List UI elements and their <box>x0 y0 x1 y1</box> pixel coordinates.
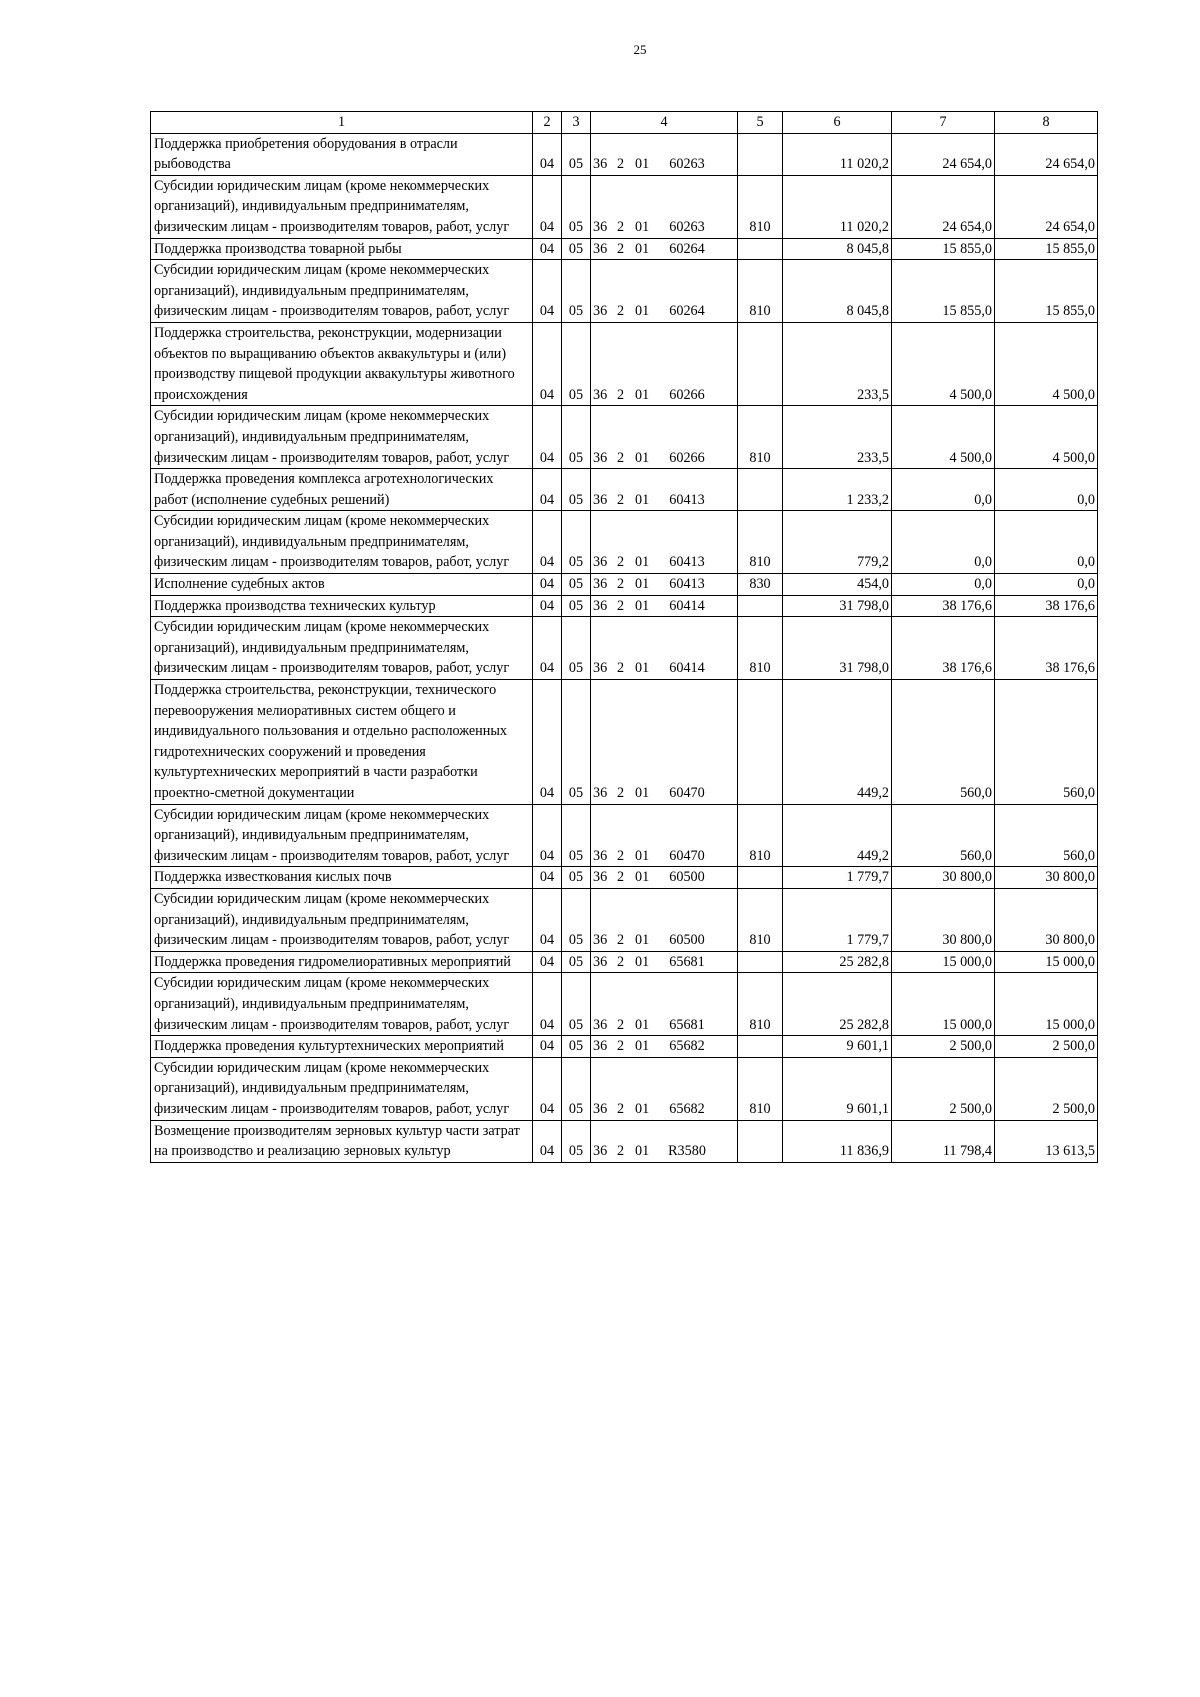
row-subsection: 05 <box>562 469 591 511</box>
row-amount-col7: 560,0 <box>892 680 995 805</box>
row-section: 04 <box>533 469 562 511</box>
row-section: 04 <box>533 888 562 951</box>
row-amount-col7: 15 000,0 <box>892 973 995 1036</box>
row-amount-col6: 1 233,2 <box>783 469 892 511</box>
table-row <box>151 1120 1098 1162</box>
row-description: Поддержка проведения культуртехнических мероприятий <box>151 1036 533 1058</box>
row-amount-col7: 24 654,0 <box>892 175 995 238</box>
table-row <box>151 1036 1098 1058</box>
code-program: 36 <box>593 869 608 886</box>
table-header-row <box>151 112 1098 134</box>
row-target-code <box>591 680 738 805</box>
code-event: 01 <box>635 953 650 970</box>
code-program: 36 <box>593 847 608 864</box>
code-subprogram: 2 <box>617 554 625 571</box>
code-subprogram: 2 <box>617 1016 625 1033</box>
code-subprogram: 2 <box>617 303 625 320</box>
row-description: Поддержка производства технических культур <box>151 595 533 617</box>
table-row <box>151 574 1098 596</box>
row-amount-col7: 4 500,0 <box>892 322 995 405</box>
row-subsection: 05 <box>562 973 591 1036</box>
table-row <box>151 951 1098 973</box>
row-amount-col8: 4 500,0 <box>995 322 1098 405</box>
row-amount-col6: 1 779,7 <box>783 888 892 951</box>
code-event: 01 <box>635 847 650 864</box>
code-program: 36 <box>593 1038 608 1055</box>
code-event: 01 <box>635 386 650 403</box>
row-amount-col8: 560,0 <box>995 680 1098 805</box>
row-amount-col7: 0,0 <box>892 574 995 596</box>
row-description: Субсидии юридическим лицам (кроме некоммерческих организаций), индивидуальным предпринимателям, физическим лицам - производителям товаров, работ, услуг <box>151 406 533 469</box>
row-amount-col8: 30 800,0 <box>995 888 1098 951</box>
code-direction: 60414 <box>669 660 705 677</box>
row-amount-col8: 30 800,0 <box>995 867 1098 889</box>
code-program: 36 <box>593 660 608 677</box>
row-target-code <box>591 322 738 405</box>
code-event: 01 <box>635 554 650 571</box>
row-section: 04 <box>533 322 562 405</box>
row-description: Поддержка строительства, реконструкции, технического перевооружения мелиоративных систем общего и индивидуального пользования и отдельно расположенных гидротехнических сооружений и проведения культуртехнических мероприятий в части разработки проектно-сметной документации <box>151 680 533 805</box>
row-amount-col8: 0,0 <box>995 511 1098 574</box>
row-description: Поддержка приобретения оборудования в отрасли рыбоводства <box>151 133 533 175</box>
row-subsection: 05 <box>562 888 591 951</box>
row-amount-col8: 2 500,0 <box>995 1036 1098 1058</box>
code-direction: 60263 <box>669 156 705 173</box>
row-subsection: 05 <box>562 260 591 323</box>
row-target-code <box>591 133 738 175</box>
row-target-code <box>591 973 738 1036</box>
code-subprogram: 2 <box>617 156 625 173</box>
header-cell: 6 <box>783 112 892 134</box>
row-subsection: 05 <box>562 804 591 867</box>
code-program: 36 <box>593 953 608 970</box>
row-expense-type <box>738 469 783 511</box>
row-amount-col7: 30 800,0 <box>892 888 995 951</box>
row-target-code <box>591 469 738 511</box>
code-program: 36 <box>593 240 608 257</box>
row-subsection: 05 <box>562 322 591 405</box>
code-event: 01 <box>635 1016 650 1033</box>
code-program: 36 <box>593 491 608 508</box>
code-direction: 60264 <box>669 240 705 257</box>
code-event: 01 <box>635 1100 650 1117</box>
row-amount-col6: 454,0 <box>783 574 892 596</box>
code-program: 36 <box>593 1016 608 1033</box>
row-section: 04 <box>533 951 562 973</box>
code-program: 36 <box>593 386 608 403</box>
table-row <box>151 238 1098 260</box>
row-target-code <box>591 888 738 951</box>
row-amount-col6: 9 601,1 <box>783 1057 892 1120</box>
row-amount-col6: 25 282,8 <box>783 951 892 973</box>
row-target-code <box>591 406 738 469</box>
row-subsection: 05 <box>562 1036 591 1058</box>
row-description: Поддержка проведения гидромелиоративных мероприятий <box>151 951 533 973</box>
code-event: 01 <box>635 660 650 677</box>
row-expense-type <box>738 1036 783 1058</box>
row-subsection: 05 <box>562 867 591 889</box>
code-direction: 60414 <box>669 597 705 614</box>
page-number: 25 <box>633 42 647 57</box>
row-amount-col8: 0,0 <box>995 574 1098 596</box>
code-direction: 60470 <box>669 785 705 801</box>
table-row <box>151 804 1098 867</box>
row-amount-col7: 11 798,4 <box>892 1120 995 1162</box>
row-subsection: 05 <box>562 238 591 260</box>
table-row <box>151 973 1098 1036</box>
row-target-code <box>591 1120 738 1162</box>
row-subsection: 05 <box>562 617 591 680</box>
row-expense-type <box>738 133 783 175</box>
code-event: 01 <box>635 303 650 320</box>
row-target-code <box>591 175 738 238</box>
row-expense-type <box>738 238 783 260</box>
row-amount-col8: 24 654,0 <box>995 175 1098 238</box>
code-subprogram: 2 <box>617 449 625 466</box>
row-amount-col8: 24 654,0 <box>995 133 1098 175</box>
row-subsection: 05 <box>562 1057 591 1120</box>
row-description: Субсидии юридическим лицам (кроме некоммерческих организаций), индивидуальным предпринимателям, физическим лицам - производителям товаров, работ, услуг <box>151 1057 533 1120</box>
row-amount-col7: 4 500,0 <box>892 406 995 469</box>
code-subprogram: 2 <box>617 576 625 593</box>
code-direction: 60500 <box>669 932 705 949</box>
table-row <box>151 260 1098 323</box>
row-target-code <box>591 804 738 867</box>
row-amount-col8: 2 500,0 <box>995 1057 1098 1120</box>
header-cell: 7 <box>892 112 995 134</box>
row-target-code <box>591 1036 738 1058</box>
row-amount-col6: 31 798,0 <box>783 595 892 617</box>
code-subprogram: 2 <box>617 932 625 949</box>
row-amount-col8: 38 176,6 <box>995 617 1098 680</box>
code-event: 01 <box>635 576 650 593</box>
code-direction: 60266 <box>669 386 705 403</box>
row-section: 04 <box>533 175 562 238</box>
code-event: 01 <box>635 785 650 801</box>
code-subprogram: 2 <box>617 1038 625 1055</box>
row-description: Субсидии юридическим лицам (кроме некоммерческих организаций), индивидуальным предпринимателям, физическим лицам - производителям товаров, работ, услуг <box>151 617 533 680</box>
row-section: 04 <box>533 574 562 596</box>
code-program: 36 <box>593 1143 608 1160</box>
row-target-code <box>591 238 738 260</box>
row-expense-type <box>738 595 783 617</box>
row-amount-col7: 0,0 <box>892 511 995 574</box>
header-cell: 5 <box>738 112 783 134</box>
row-amount-col8: 13 613,5 <box>995 1120 1098 1162</box>
code-event: 01 <box>635 932 650 949</box>
row-amount-col7: 24 654,0 <box>892 133 995 175</box>
row-amount-col7: 2 500,0 <box>892 1057 995 1120</box>
row-amount-col6: 11 836,9 <box>783 1120 892 1162</box>
row-section: 04 <box>533 133 562 175</box>
table-row <box>151 406 1098 469</box>
code-subprogram: 2 <box>617 660 625 677</box>
row-section: 04 <box>533 680 562 805</box>
row-subsection: 05 <box>562 951 591 973</box>
header-cell: 1 <box>151 112 533 134</box>
row-section: 04 <box>533 1120 562 1162</box>
row-description: Поддержка производства товарной рыбы <box>151 238 533 260</box>
row-target-code <box>591 511 738 574</box>
row-amount-col6: 31 798,0 <box>783 617 892 680</box>
row-amount-col8: 38 176,6 <box>995 595 1098 617</box>
code-event: 01 <box>635 218 650 235</box>
code-program: 36 <box>593 449 608 466</box>
code-subprogram: 2 <box>617 386 625 403</box>
row-section: 04 <box>533 867 562 889</box>
table-row <box>151 133 1098 175</box>
code-direction: R3580 <box>668 1143 706 1160</box>
row-description: Субсидии юридическим лицам (кроме некоммерческих организаций), индивидуальным предпринимателям, физическим лицам - производителям товаров, работ, услуг <box>151 973 533 1036</box>
row-expense-type: 810 <box>738 1057 783 1120</box>
code-subprogram: 2 <box>617 1100 625 1117</box>
row-subsection: 05 <box>562 175 591 238</box>
row-amount-col6: 8 045,8 <box>783 238 892 260</box>
code-subprogram: 2 <box>617 240 625 257</box>
code-direction: 60500 <box>669 869 705 886</box>
row-expense-type: 810 <box>738 260 783 323</box>
row-expense-type: 810 <box>738 406 783 469</box>
row-amount-col8: 560,0 <box>995 804 1098 867</box>
table-row <box>151 511 1098 574</box>
code-direction: 65682 <box>669 1038 705 1055</box>
budget-table <box>150 111 1098 1163</box>
row-amount-col8: 15 855,0 <box>995 260 1098 323</box>
code-event: 01 <box>635 869 650 886</box>
row-description: Поддержка проведения комплекса агротехнологических работ (исполнение судебных решений) <box>151 469 533 511</box>
code-direction: 65682 <box>669 1100 705 1117</box>
code-event: 01 <box>635 1143 650 1160</box>
row-section: 04 <box>533 260 562 323</box>
row-amount-col7: 30 800,0 <box>892 867 995 889</box>
code-event: 01 <box>635 597 650 614</box>
row-expense-type <box>738 322 783 405</box>
row-description: Поддержка известкования кислых почв <box>151 867 533 889</box>
row-amount-col8: 4 500,0 <box>995 406 1098 469</box>
header-cell: 4 <box>591 112 738 134</box>
row-amount-col7: 38 176,6 <box>892 595 995 617</box>
row-amount-col8: 15 000,0 <box>995 973 1098 1036</box>
row-section: 04 <box>533 1036 562 1058</box>
table-row <box>151 469 1098 511</box>
row-subsection: 05 <box>562 133 591 175</box>
table-row <box>151 867 1098 889</box>
code-program: 36 <box>593 576 608 593</box>
row-expense-type: 830 <box>738 574 783 596</box>
row-amount-col8: 15 000,0 <box>995 951 1098 973</box>
row-description: Субсидии юридическим лицам (кроме некоммерческих организаций), индивидуальным предпринимателям, физическим лицам - производителям товаров, работ, услуг <box>151 804 533 867</box>
row-subsection: 05 <box>562 680 591 805</box>
row-amount-col7: 560,0 <box>892 804 995 867</box>
code-program: 36 <box>593 597 608 614</box>
row-amount-col6: 9 601,1 <box>783 1036 892 1058</box>
code-direction: 60413 <box>669 576 705 593</box>
row-section: 04 <box>533 804 562 867</box>
row-section: 04 <box>533 238 562 260</box>
code-program: 36 <box>593 303 608 320</box>
row-target-code <box>591 595 738 617</box>
code-program: 36 <box>593 932 608 949</box>
row-subsection: 05 <box>562 511 591 574</box>
code-direction: 65681 <box>669 1016 705 1033</box>
header-cell: 2 <box>533 112 562 134</box>
row-target-code <box>591 260 738 323</box>
row-expense-type: 810 <box>738 888 783 951</box>
row-description: Субсидии юридическим лицам (кроме некоммерческих организаций), индивидуальным предпринимателям, физическим лицам - производителям товаров, работ, услуг <box>151 175 533 238</box>
row-section: 04 <box>533 973 562 1036</box>
code-direction: 60470 <box>669 847 705 864</box>
row-subsection: 05 <box>562 1120 591 1162</box>
code-program: 36 <box>593 1100 608 1117</box>
row-section: 04 <box>533 511 562 574</box>
code-event: 01 <box>635 1038 650 1055</box>
code-event: 01 <box>635 491 650 508</box>
row-subsection: 05 <box>562 406 591 469</box>
code-program: 36 <box>593 785 608 801</box>
table-row <box>151 617 1098 680</box>
code-direction: 60413 <box>669 491 705 508</box>
row-target-code <box>591 867 738 889</box>
row-section: 04 <box>533 617 562 680</box>
row-amount-col7: 15 855,0 <box>892 238 995 260</box>
row-amount-col6: 233,5 <box>783 406 892 469</box>
row-expense-type: 810 <box>738 511 783 574</box>
row-expense-type: 810 <box>738 804 783 867</box>
code-direction: 60264 <box>669 303 705 320</box>
row-description: Возмещение производителям зерновых культур части затрат на производство и реализацию зерновых культур <box>151 1120 533 1162</box>
code-subprogram: 2 <box>617 847 625 864</box>
row-target-code <box>591 951 738 973</box>
row-amount-col6: 233,5 <box>783 322 892 405</box>
code-subprogram: 2 <box>617 597 625 614</box>
code-event: 01 <box>635 449 650 466</box>
row-section: 04 <box>533 406 562 469</box>
row-description: Исполнение судебных актов <box>151 574 533 596</box>
row-amount-col6: 8 045,8 <box>783 260 892 323</box>
row-description: Субсидии юридическим лицам (кроме некоммерческих организаций), индивидуальным предпринимателям, физическим лицам - производителям товаров, работ, услуг <box>151 260 533 323</box>
table-row <box>151 680 1098 805</box>
header-cell: 8 <box>995 112 1098 134</box>
row-subsection: 05 <box>562 574 591 596</box>
code-direction: 60266 <box>669 449 705 466</box>
row-section: 04 <box>533 595 562 617</box>
row-amount-col6: 11 020,2 <box>783 175 892 238</box>
table-row <box>151 595 1098 617</box>
row-amount-col6: 449,2 <box>783 680 892 805</box>
row-amount-col7: 2 500,0 <box>892 1036 995 1058</box>
row-subsection: 05 <box>562 595 591 617</box>
code-subprogram: 2 <box>617 1143 625 1160</box>
code-direction: 60413 <box>669 554 705 571</box>
row-amount-col7: 38 176,6 <box>892 617 995 680</box>
row-description: Субсидии юридическим лицам (кроме некоммерческих организаций), индивидуальным предпринимателям, физическим лицам - производителям товаров, работ, услуг <box>151 511 533 574</box>
row-target-code <box>591 1057 738 1120</box>
row-description: Субсидии юридическим лицам (кроме некоммерческих организаций), индивидуальным предпринимателям, физическим лицам - производителям товаров, работ, услуг <box>151 888 533 951</box>
code-subprogram: 2 <box>617 785 625 801</box>
row-amount-col6: 1 779,7 <box>783 867 892 889</box>
row-amount-col6: 449,2 <box>783 804 892 867</box>
code-subprogram: 2 <box>617 869 625 886</box>
code-subprogram: 2 <box>617 953 625 970</box>
header-cell: 3 <box>562 112 591 134</box>
table-row <box>151 1057 1098 1120</box>
row-amount-col8: 15 855,0 <box>995 238 1098 260</box>
code-event: 01 <box>635 156 650 173</box>
row-expense-type <box>738 867 783 889</box>
code-program: 36 <box>593 156 608 173</box>
row-expense-type <box>738 951 783 973</box>
code-event: 01 <box>635 240 650 257</box>
table-row <box>151 322 1098 405</box>
row-amount-col7: 0,0 <box>892 469 995 511</box>
code-subprogram: 2 <box>617 218 625 235</box>
code-subprogram: 2 <box>617 491 625 508</box>
row-amount-col7: 15 000,0 <box>892 951 995 973</box>
row-expense-type: 810 <box>738 617 783 680</box>
row-amount-col7: 15 855,0 <box>892 260 995 323</box>
row-target-code <box>591 574 738 596</box>
row-section: 04 <box>533 1057 562 1120</box>
row-amount-col6: 11 020,2 <box>783 133 892 175</box>
table-row <box>151 175 1098 238</box>
row-expense-type <box>738 680 783 805</box>
row-target-code <box>591 617 738 680</box>
table-row <box>151 888 1098 951</box>
code-program: 36 <box>593 554 608 571</box>
row-expense-type <box>738 1120 783 1162</box>
row-amount-col6: 779,2 <box>783 511 892 574</box>
row-amount-col8: 0,0 <box>995 469 1098 511</box>
code-direction: 60263 <box>669 218 705 235</box>
row-expense-type: 810 <box>738 973 783 1036</box>
code-direction: 65681 <box>669 953 705 970</box>
code-program: 36 <box>593 218 608 235</box>
row-expense-type: 810 <box>738 175 783 238</box>
row-description: Поддержка строительства, реконструкции, модернизации объектов по выращиванию объектов аквакультуры и (или) производству пищевой продукции аквакультуры животного происхождения <box>151 322 533 405</box>
row-amount-col6: 25 282,8 <box>783 973 892 1036</box>
